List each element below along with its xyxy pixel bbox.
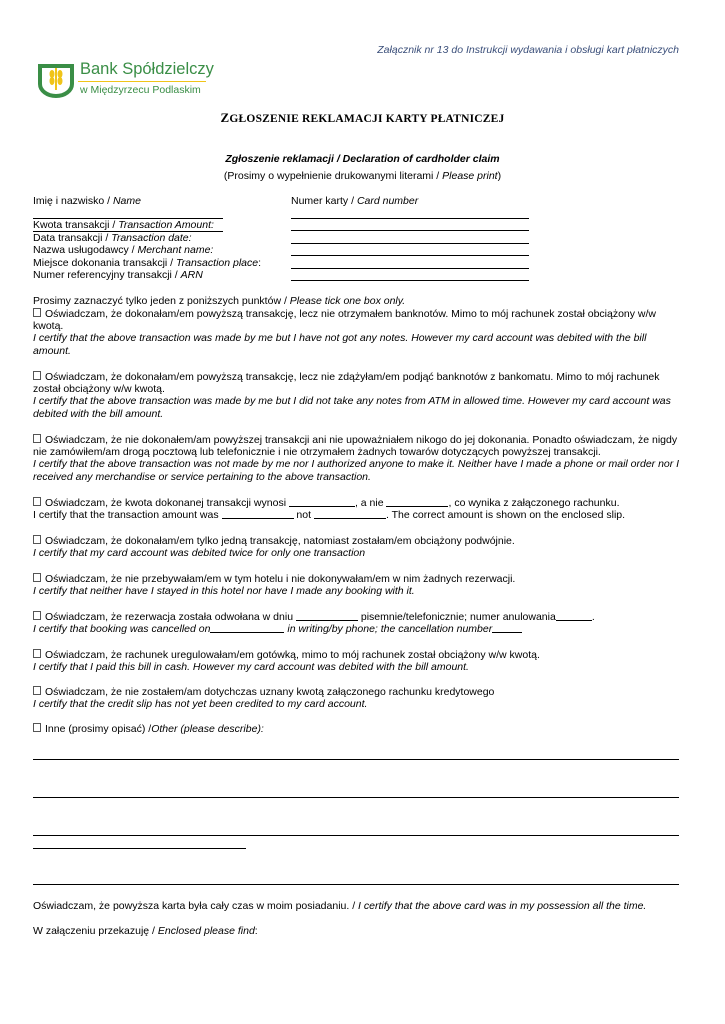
option-7: Oświadczam, że rezerwacja została odwołana w dniu pisemnie/telefonicznie; numer anulowania . I certify that booking was cancelled on in writing/by phone; the cancellation number <box>33 611 595 636</box>
arn-field[interactable] <box>291 280 529 281</box>
actual-amount-field[interactable] <box>289 497 355 507</box>
correct-amount-field[interactable] <box>314 509 386 519</box>
place-label: Miejsce dokonania transakcji / Transaction place: <box>33 257 262 269</box>
description-line-1[interactable] <box>33 759 679 760</box>
place-field[interactable] <box>291 268 529 269</box>
checkbox-option-3[interactable] <box>33 434 41 443</box>
option-4: Oświadczam, że kwota dokonanej transakcji wynosi , a nie , co wynika z załączonego rachunku. I certify that the transaction amount was not . The correct amount is shown on the enclosed slip. <box>33 497 626 522</box>
bank-name: Bank Spółdzielczy <box>80 60 214 78</box>
cancellation-date-field[interactable] <box>296 611 358 621</box>
cancelled-on-field[interactable] <box>210 623 284 633</box>
description-line-2[interactable] <box>33 797 679 798</box>
billed-amount-field[interactable] <box>386 497 448 507</box>
cancellation-number-en-field[interactable] <box>492 623 522 633</box>
checkbox-option-9[interactable] <box>33 686 41 695</box>
checkbox-option-1[interactable] <box>33 308 41 317</box>
description-line-3b[interactable] <box>33 848 246 849</box>
merchant-field[interactable] <box>291 255 529 256</box>
date-field[interactable] <box>291 243 529 244</box>
transaction-amount-field[interactable] <box>222 509 294 519</box>
option-1: Oświadczam, że dokonałam/em powyższą transakcję, lecz nie otrzymałem banknotów. Mimo to mój rachunek został obciążony w/w kwotą. I certify that the above transaction was made by me but I have not got any notes. However my card account was debited with the bill amount. <box>33 308 657 357</box>
name-label: Imię i nazwisko / Name <box>33 195 141 207</box>
option-3: Oświadczam, że nie dokonałem/am powyższej transakcji ani nie upoważniałem nikogo do jej dokonania. Ponadto oświadczam, że nigdy nie zamówiłem/am drogą pocztową lub telefonicznie i nie otrzymałem żadnych towarów dotyczących powyższej transakcji. I certify that the above transaction was not made by me nor I authorized anyone to make it. Neither have I made a phone or mail order nor I received any merchandise or service pertaining to the above transaction. <box>33 434 680 483</box>
checkbox-option-2[interactable] <box>33 371 41 380</box>
merchant-label: Nazwa usługodawcy / Merchant name: <box>33 244 214 256</box>
option-6: Oświadczam, że nie przebywałam/em w tym hotelu i nie dokonywałam/em w nim żadnych rezerwacji. I certify that neither have I stayed in this hotel nor have I made any booking with it. <box>33 573 516 598</box>
option-2: Oświadczam, że dokonałam/em powyższą transakcję, lecz nie zdążyłam/em podjąć banknotów z bankomatu. Mimo to mój rachunek został obciążony w/w kwotą. I certify that the above transaction was made by me but I did not take any notes from ATM in allowed time. However my card account was debited with the bill amount. <box>33 371 671 420</box>
logo-divider <box>78 81 206 82</box>
page-title: ZGŁOSZENIE REKLAMACJI KARTY PŁATNICZEJ <box>220 110 505 125</box>
amount-label: Kwota transakcji / Transaction Amount: <box>33 219 214 231</box>
date-label: Data transakcji / Transaction date: <box>33 232 192 244</box>
option-8: Oświadczam, że rachunek uregulowałam/em gotówką, mimo to mój rachunek został obciążony w/w kwotą. I certify that I paid this bill in cash. However my card account was debited with the bill amount. <box>33 649 540 674</box>
description-line-4[interactable] <box>33 884 679 885</box>
option-5: Oświadczam, że dokonałam/em tylko jedną transakcję, natomiast zostałam/em obciążony podwójnie. I certify that my card account was debited twice for only one transaction <box>33 535 515 560</box>
description-line-3[interactable] <box>33 835 679 836</box>
print-note: (Prosimy o wypełnienie drukowanymi literami / Please print) <box>223 170 502 182</box>
option-9: Oświadczam, że nie zostałem/am dotychczas uznany kwotą załączonego rachunku kredytowego I certify that the credit slip has not yet been credited to my card account. <box>33 686 495 711</box>
enclosed-label: W załączeniu przekazuję / Enclosed please find: <box>33 925 258 937</box>
checkbox-option-other[interactable] <box>33 723 41 732</box>
checkbox-option-5[interactable] <box>33 535 41 544</box>
card-number-field[interactable] <box>291 218 529 219</box>
option-other: Inne (prosimy opisać) /Other (please describe): <box>33 723 683 735</box>
annex-note: Załącznik nr 13 do Instrukcji wydawania i obsługi kart płatniczych <box>377 44 679 56</box>
instructions: Prosimy zaznaczyć tylko jeden z poniższych punktów / Please tick one box only. <box>33 295 406 307</box>
bank-logo-icon <box>34 60 82 100</box>
possession-statement: Oświadczam, że powyższa karta była cały czas w moim posiadaniu. / I certify that the above card was in my possession all the time. <box>33 900 647 912</box>
checkbox-option-6[interactable] <box>33 573 41 582</box>
bank-location: w Międzyrzecu Podlaskim <box>80 84 201 96</box>
card-number-label: Numer karty / Card number <box>291 195 419 207</box>
checkbox-option-8[interactable] <box>33 649 41 658</box>
cancellation-number-field[interactable] <box>556 611 592 621</box>
form-subtitle: Zgłoszenie reklamacji / Declaration of cardholder claim <box>225 153 500 165</box>
checkbox-option-4[interactable] <box>33 497 41 506</box>
arn-label: Numer referencyjny transakcji / ARN <box>33 269 203 281</box>
amount-field[interactable] <box>291 230 529 231</box>
checkbox-option-7[interactable] <box>33 611 41 620</box>
